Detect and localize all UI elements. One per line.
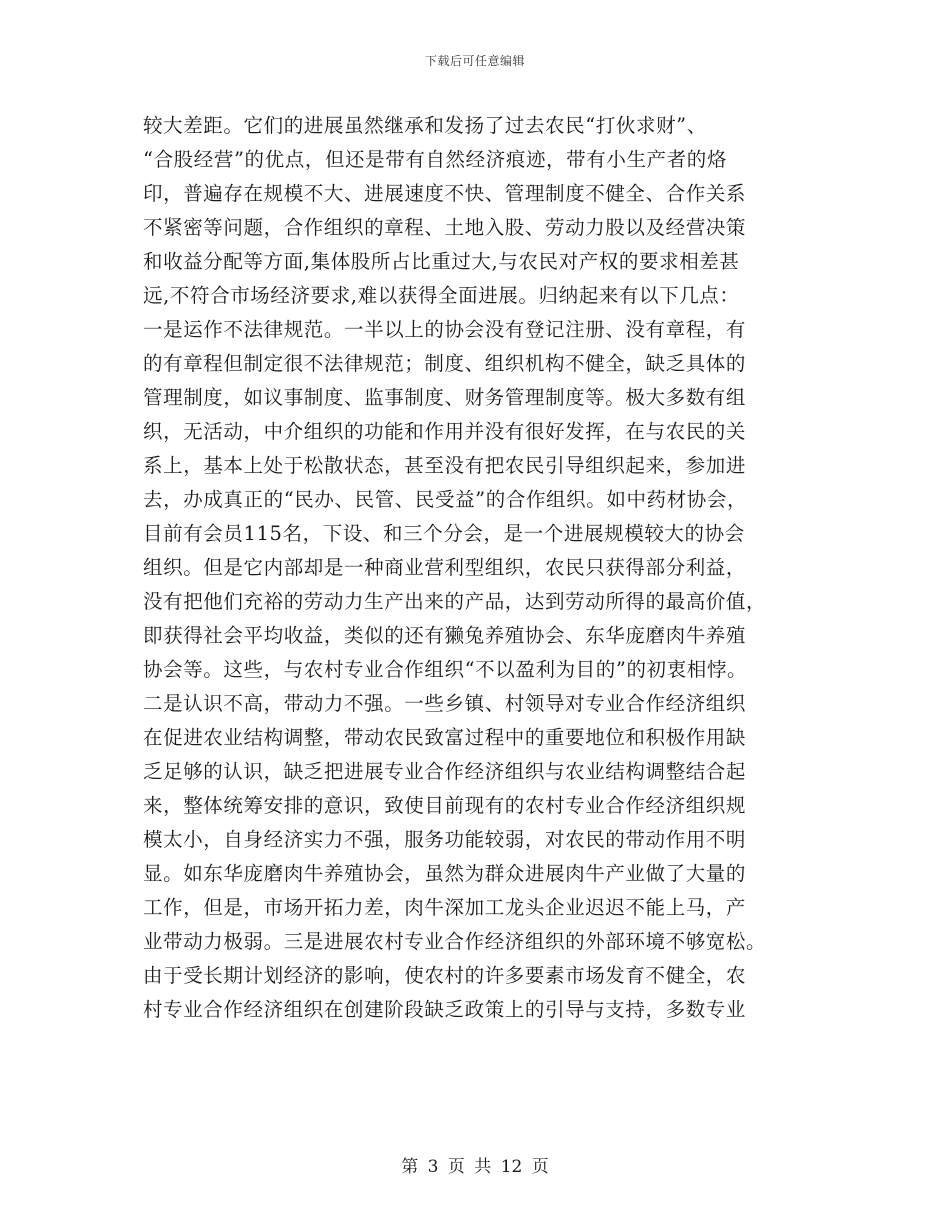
body-line: 较大差距。它们的进展虽然继承和发扬了过去农民“打伙求财”、 (143, 114, 707, 137)
body-line: 和收益分配等方面,集体股所占比重过大,与农民对产权的要求相差甚 (143, 250, 740, 273)
body-line: 乏足够的认识，缺乏把进展专业合作经济组织与农业结构调整结合起 (143, 760, 747, 783)
body-line: 工作，但是，市场开拓力差，肉牛深加工龙头企业迟迟不能上马，产 (143, 896, 747, 919)
body-line: 目前有会员115名，下设、和三个分会，是一个进展规模较大的协会 (143, 522, 745, 545)
body-line: 不紧密等问题，合作组织的章程、土地入股、劳动力股以及经营决策 (143, 216, 747, 239)
body-line: 去，办成真正的“民办、民管、民受益”的合作组织。如中药材协会， (143, 488, 748, 511)
body-line: 即获得社会平均收益，类似的还有獭兔养殖协会、东华庞磨肉牛养殖 (143, 624, 747, 647)
body-line: 印，普遍存在规模不大、进展速度不快、管理制度不健全、合作关系 (143, 182, 747, 205)
body-line: 远,不符合市场经济要求,难以获得全面进展。归纳起来有以下几点： (143, 284, 740, 307)
body-line: 业带动力极弱。三是进展农村专业合作经济组织的外部环境不够宽松。 (143, 930, 767, 953)
body-line: 二是认识不高，带动力不强。一些乡镇、村领导对专业合作经济组织 (143, 692, 747, 715)
body-line: 系上，基本上处于松散状态，甚至没有把农民引导组织起来，参加进 (143, 454, 747, 477)
page-header: 下载后可任意编辑 (424, 54, 525, 68)
body-line: “合股经营”的优点，但还是带有自然经济痕迹，带有小生产者的烙 (143, 148, 727, 171)
body-line: 的有章程但制定很不法律规范；制度、组织机构不健全，缺乏具体的 (143, 352, 747, 375)
body-line: 村专业合作经济组织在创建阶段缺乏政策上的引导与支持，多数专业 (143, 998, 747, 1021)
body-line: 在促进农业结构调整，带动农民致富过程中的重要地位和积极作用缺 (143, 726, 747, 749)
body-line: 来，整体统筹安排的意识，致使目前现有的农村专业合作经济组织规 (143, 794, 747, 817)
body-line: 管理制度，如议事制度、监事制度、财务管理制度等。极大多数有组 (143, 386, 747, 409)
page-number-footer: 第 3 页 共 12 页 (401, 1157, 549, 1177)
body-line: 模太小，自身经济实力不强，服务功能较弱，对农民的带动作用不明 (143, 828, 747, 851)
document-body (143, 109, 813, 1027)
body-line: 组织。但是它内部却是一种商业营利型组织，农民只获得部分利益， (143, 556, 747, 579)
body-line: 由于受长期计划经济的影响，使农村的许多要素市场发育不健全，农 (143, 964, 747, 987)
body-line: 没有把他们充裕的劳动力生产出来的产品，达到劳动所得的最高价值， (143, 590, 767, 613)
body-line: 织，无活动，中介组织的功能和作用并没有很好发挥，在与农民的关 (143, 420, 747, 443)
body-line: 协会等。这些，与农村专业合作组织“不以盈利为目的”的初衷相悖。 (143, 658, 748, 681)
body-line: 一是运作不法律规范。一半以上的协会没有登记注册、没有章程，有 (143, 318, 747, 341)
body-line: 显。如东华庞磨肉牛养殖协会，虽然为群众进展肉牛产业做了大量的 (143, 862, 747, 885)
